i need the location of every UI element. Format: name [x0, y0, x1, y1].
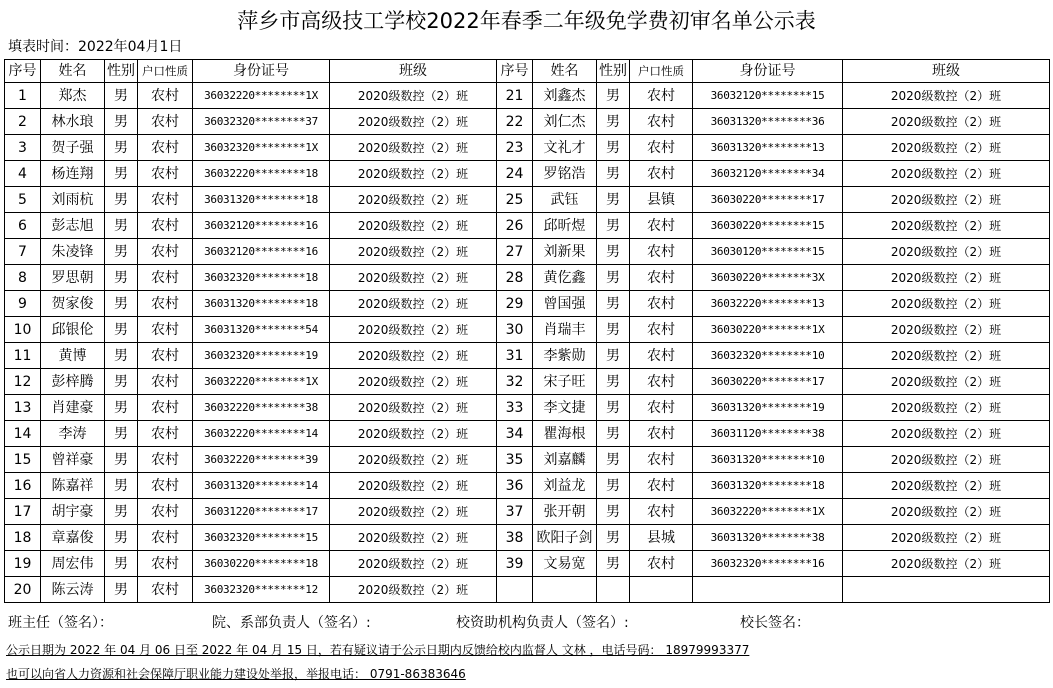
table-row	[5, 473, 1050, 499]
aid-office-signature: 校资助机构负责人（签名）:	[456, 615, 629, 631]
right-id-number-cell: 36031320********38	[693, 525, 843, 551]
left-seq-cell: 3	[5, 135, 41, 161]
header-id-number: 身份证号	[193, 60, 330, 83]
right-name-cell: 刘鑫杰	[533, 83, 597, 109]
right-seq-cell: 35	[497, 447, 533, 473]
left-class-cell: 2020级数控（2）班	[330, 421, 497, 447]
left-seq-cell: 16	[5, 473, 41, 499]
right-gender-cell: 男	[597, 525, 630, 551]
left-name-cell: 刘雨杭	[41, 187, 105, 213]
header-name: 姓名	[533, 60, 597, 83]
right-id-number-cell: 36031320********13	[693, 135, 843, 161]
left-name-cell: 贺家俊	[41, 291, 105, 317]
left-class-cell: 2020级数控（2）班	[330, 213, 497, 239]
right-id-number-cell: 36030220********3X	[693, 265, 843, 291]
left-gender-cell: 男	[105, 395, 138, 421]
left-class-cell: 2020级数控（2）班	[330, 239, 497, 265]
head-teacher-signature: 班主任（签名）：	[8, 615, 113, 631]
right-hukou-cell: 农村	[630, 161, 693, 187]
left-hukou-cell: 农村	[138, 83, 193, 109]
right-seq-cell: 36	[497, 473, 533, 499]
right-id-number-cell: 36030120********15	[693, 239, 843, 265]
right-id-number-cell: 36032120********15	[693, 83, 843, 109]
left-hukou-cell: 农村	[138, 135, 193, 161]
right-hukou-cell: 农村	[630, 239, 693, 265]
left-seq-cell: 12	[5, 369, 41, 395]
left-seq-cell: 19	[5, 551, 41, 577]
left-gender-cell: 男	[105, 447, 138, 473]
right-class-cell: 2020级数控（2）班	[843, 369, 1050, 395]
right-name-cell	[533, 577, 597, 603]
right-id-number-cell: 36032220********13	[693, 291, 843, 317]
left-id-number-cell: 36031320********18	[193, 187, 330, 213]
left-id-number-cell: 36032320********1X	[193, 135, 330, 161]
right-gender-cell: 男	[597, 343, 630, 369]
left-hukou-cell: 农村	[138, 187, 193, 213]
right-class-cell: 2020级数控（2）班	[843, 525, 1050, 551]
left-class-cell: 2020级数控（2）班	[330, 161, 497, 187]
right-hukou-cell: 县城	[630, 525, 693, 551]
right-class-cell: 2020级数控（2）班	[843, 187, 1050, 213]
table-row	[5, 551, 1050, 577]
left-class-cell: 2020级数控（2）班	[330, 369, 497, 395]
left-hukou-cell: 农村	[138, 551, 193, 577]
right-name-cell: 肖瑞丰	[533, 317, 597, 343]
left-name-cell: 李涛	[41, 421, 105, 447]
left-seq-cell: 13	[5, 395, 41, 421]
left-id-number-cell: 36032320********15	[193, 525, 330, 551]
left-seq-cell: 6	[5, 213, 41, 239]
right-gender-cell: 男	[597, 551, 630, 577]
left-name-cell: 章嘉俊	[41, 525, 105, 551]
left-hukou-cell: 农村	[138, 473, 193, 499]
right-name-cell: 刘嘉麟	[533, 447, 597, 473]
right-name-cell: 李紫勋	[533, 343, 597, 369]
left-gender-cell: 男	[105, 161, 138, 187]
left-gender-cell: 男	[105, 525, 138, 551]
table-row	[5, 447, 1050, 473]
right-id-number-cell	[693, 577, 843, 603]
right-seq-cell: 26	[497, 213, 533, 239]
right-hukou-cell	[630, 577, 693, 603]
right-class-cell: 2020级数控（2）班	[843, 161, 1050, 187]
right-id-number-cell: 36032220********1X	[693, 499, 843, 525]
left-id-number-cell: 36032120********16	[193, 213, 330, 239]
right-gender-cell: 男	[597, 499, 630, 525]
dept-head-signature: 院、系部负责人（签名）:	[212, 615, 371, 631]
left-gender-cell: 男	[105, 577, 138, 603]
left-seq-cell: 14	[5, 421, 41, 447]
table-row	[5, 291, 1050, 317]
left-hukou-cell: 农村	[138, 499, 193, 525]
right-id-number-cell: 36030220********17	[693, 187, 843, 213]
table-row	[5, 499, 1050, 525]
right-gender-cell: 男	[597, 109, 630, 135]
left-id-number-cell: 36032320********37	[193, 109, 330, 135]
table-row	[5, 317, 1050, 343]
right-gender-cell: 男	[597, 83, 630, 109]
left-class-cell: 2020级数控（2）班	[330, 135, 497, 161]
table-row	[5, 135, 1050, 161]
left-name-cell: 林水琅	[41, 109, 105, 135]
left-gender-cell: 男	[105, 369, 138, 395]
principal-signature: 校长签名：	[740, 615, 810, 631]
right-name-cell: 李文捷	[533, 395, 597, 421]
notice-line-1: 公示日期为 2022 年 04 月 06 日至 2022 年 04 月 15 日，若有疑议请于公示日期内反馈给校内监督人 文林 ，电话号码： 18979993377	[6, 643, 750, 657]
left-name-cell: 陈云涛	[41, 577, 105, 603]
right-class-cell: 2020级数控（2）班	[843, 447, 1050, 473]
left-gender-cell: 男	[105, 317, 138, 343]
right-gender-cell: 男	[597, 473, 630, 499]
right-id-number-cell: 36032120********34	[693, 161, 843, 187]
right-gender-cell: 男	[597, 395, 630, 421]
left-class-cell: 2020级数控（2）班	[330, 83, 497, 109]
right-hukou-cell: 农村	[630, 317, 693, 343]
table-row	[5, 369, 1050, 395]
right-seq-cell: 22	[497, 109, 533, 135]
left-id-number-cell: 36032120********16	[193, 239, 330, 265]
table-row	[5, 83, 1050, 109]
header-seq: 序号	[497, 60, 533, 83]
right-gender-cell: 男	[597, 291, 630, 317]
table-row	[5, 187, 1050, 213]
left-hukou-cell: 农村	[138, 109, 193, 135]
left-name-cell: 胡宇豪	[41, 499, 105, 525]
right-class-cell: 2020级数控（2）班	[843, 265, 1050, 291]
left-gender-cell: 男	[105, 135, 138, 161]
right-seq-cell: 28	[497, 265, 533, 291]
left-hukou-cell: 农村	[138, 395, 193, 421]
right-hukou-cell: 农村	[630, 213, 693, 239]
left-class-cell: 2020级数控（2）班	[330, 395, 497, 421]
left-class-cell: 2020级数控（2）班	[330, 291, 497, 317]
right-class-cell: 2020级数控（2）班	[843, 395, 1050, 421]
right-id-number-cell: 36030220********15	[693, 213, 843, 239]
right-hukou-cell: 农村	[630, 265, 693, 291]
left-gender-cell: 男	[105, 109, 138, 135]
left-name-cell: 彭梓腾	[41, 369, 105, 395]
left-gender-cell: 男	[105, 239, 138, 265]
header-hukou: 户口性质	[630, 60, 693, 83]
right-class-cell: 2020级数控（2）班	[843, 343, 1050, 369]
right-class-cell: 2020级数控（2）班	[843, 499, 1050, 525]
right-seq-cell: 27	[497, 239, 533, 265]
left-hukou-cell: 农村	[138, 161, 193, 187]
right-seq-cell: 33	[497, 395, 533, 421]
right-id-number-cell: 36030220********17	[693, 369, 843, 395]
left-class-cell: 2020级数控（2）班	[330, 317, 497, 343]
right-name-cell: 罗铭浩	[533, 161, 597, 187]
left-class-cell: 2020级数控（2）班	[330, 447, 497, 473]
left-id-number-cell: 36032220********38	[193, 395, 330, 421]
left-gender-cell: 男	[105, 421, 138, 447]
left-class-cell: 2020级数控（2）班	[330, 109, 497, 135]
right-class-cell: 2020级数控（2）班	[843, 213, 1050, 239]
left-name-cell: 邱银伦	[41, 317, 105, 343]
left-name-cell: 黄博	[41, 343, 105, 369]
left-gender-cell: 男	[105, 83, 138, 109]
table-row	[5, 239, 1050, 265]
right-gender-cell: 男	[597, 265, 630, 291]
header-name: 姓名	[41, 60, 105, 83]
left-hukou-cell: 农村	[138, 291, 193, 317]
left-class-cell: 2020级数控（2）班	[330, 551, 497, 577]
left-class-cell: 2020级数控（2）班	[330, 265, 497, 291]
right-id-number-cell: 36031120********38	[693, 421, 843, 447]
right-id-number-cell: 36032320********16	[693, 551, 843, 577]
right-class-cell: 2020级数控（2）班	[843, 317, 1050, 343]
right-seq-cell: 38	[497, 525, 533, 551]
left-seq-cell: 18	[5, 525, 41, 551]
left-hukou-cell: 农村	[138, 343, 193, 369]
left-id-number-cell: 36031320********14	[193, 473, 330, 499]
header-gender: 性别	[597, 60, 630, 83]
left-id-number-cell: 36032220********1X	[193, 83, 330, 109]
right-hukou-cell: 农村	[630, 83, 693, 109]
left-name-cell: 曾祥豪	[41, 447, 105, 473]
right-seq-cell: 31	[497, 343, 533, 369]
right-hukou-cell: 农村	[630, 421, 693, 447]
left-hukou-cell: 农村	[138, 369, 193, 395]
left-class-cell: 2020级数控（2）班	[330, 525, 497, 551]
left-name-cell: 罗思朝	[41, 265, 105, 291]
right-hukou-cell: 农村	[630, 447, 693, 473]
right-name-cell: 刘益龙	[533, 473, 597, 499]
left-class-cell: 2020级数控（2）班	[330, 187, 497, 213]
left-id-number-cell: 36031320********18	[193, 291, 330, 317]
left-id-number-cell: 36032220********14	[193, 421, 330, 447]
left-seq-cell: 20	[5, 577, 41, 603]
table-row	[5, 395, 1050, 421]
page-title: 萍乡市高级技工学校2022年春季二年级免学费初审名单公示表	[237, 9, 816, 33]
right-id-number-cell: 36031320********36	[693, 109, 843, 135]
right-seq-cell: 23	[497, 135, 533, 161]
left-gender-cell: 男	[105, 265, 138, 291]
table-row	[5, 265, 1050, 291]
right-gender-cell	[597, 577, 630, 603]
left-seq-cell: 2	[5, 109, 41, 135]
left-id-number-cell: 36030220********18	[193, 551, 330, 577]
left-seq-cell: 15	[5, 447, 41, 473]
left-hukou-cell: 农村	[138, 421, 193, 447]
left-name-cell: 杨连翔	[41, 161, 105, 187]
left-gender-cell: 男	[105, 551, 138, 577]
header-seq: 序号	[5, 60, 41, 83]
right-seq-cell: 29	[497, 291, 533, 317]
right-name-cell: 张开朝	[533, 499, 597, 525]
right-name-cell: 欧阳子剑	[533, 525, 597, 551]
left-class-cell: 2020级数控（2）班	[330, 343, 497, 369]
left-gender-cell: 男	[105, 473, 138, 499]
right-name-cell: 曾国强	[533, 291, 597, 317]
left-hukou-cell: 农村	[138, 577, 193, 603]
left-name-cell: 周宏伟	[41, 551, 105, 577]
right-seq-cell: 30	[497, 317, 533, 343]
left-id-number-cell: 36032320********18	[193, 265, 330, 291]
right-gender-cell: 男	[597, 369, 630, 395]
right-class-cell: 2020级数控（2）班	[843, 551, 1050, 577]
table-row	[5, 421, 1050, 447]
left-hukou-cell: 农村	[138, 239, 193, 265]
right-class-cell: 2020级数控（2）班	[843, 109, 1050, 135]
left-seq-cell: 1	[5, 83, 41, 109]
right-class-cell: 2020级数控（2）班	[843, 421, 1050, 447]
left-seq-cell: 10	[5, 317, 41, 343]
left-hukou-cell: 农村	[138, 317, 193, 343]
header-class: 班级	[843, 60, 1050, 83]
right-name-cell: 文礼才	[533, 135, 597, 161]
right-gender-cell: 男	[597, 421, 630, 447]
right-seq-cell: 25	[497, 187, 533, 213]
left-id-number-cell: 36032320********19	[193, 343, 330, 369]
left-seq-cell: 11	[5, 343, 41, 369]
table-row	[5, 577, 1050, 603]
left-id-number-cell: 36032220********1X	[193, 369, 330, 395]
right-name-cell: 邱昕煜	[533, 213, 597, 239]
left-seq-cell: 17	[5, 499, 41, 525]
left-id-number-cell: 36032220********39	[193, 447, 330, 473]
right-hukou-cell: 农村	[630, 395, 693, 421]
left-class-cell: 2020级数控（2）班	[330, 473, 497, 499]
right-id-number-cell: 36031320********19	[693, 395, 843, 421]
table-row	[5, 109, 1050, 135]
left-name-cell: 郑杰	[41, 83, 105, 109]
left-name-cell: 陈嘉祥	[41, 473, 105, 499]
table-row	[5, 343, 1050, 369]
right-id-number-cell: 36032320********10	[693, 343, 843, 369]
right-gender-cell: 男	[597, 447, 630, 473]
right-id-number-cell: 36031320********18	[693, 473, 843, 499]
left-gender-cell: 男	[105, 499, 138, 525]
right-gender-cell: 男	[597, 317, 630, 343]
left-seq-cell: 4	[5, 161, 41, 187]
left-hukou-cell: 农村	[138, 265, 193, 291]
left-gender-cell: 男	[105, 213, 138, 239]
left-class-cell: 2020级数控（2）班	[330, 577, 497, 603]
right-name-cell: 瞿海根	[533, 421, 597, 447]
left-gender-cell: 男	[105, 343, 138, 369]
left-name-cell: 贺子强	[41, 135, 105, 161]
header-hukou: 户口性质	[138, 60, 193, 83]
right-seq-cell	[497, 577, 533, 603]
left-name-cell: 肖建豪	[41, 395, 105, 421]
left-gender-cell: 男	[105, 291, 138, 317]
table-row	[5, 525, 1050, 551]
right-class-cell: 2020级数控（2）班	[843, 135, 1050, 161]
right-seq-cell: 21	[497, 83, 533, 109]
right-hukou-cell: 农村	[630, 343, 693, 369]
right-hukou-cell: 农村	[630, 369, 693, 395]
right-seq-cell: 37	[497, 499, 533, 525]
right-id-number-cell: 36030220********1X	[693, 317, 843, 343]
right-hukou-cell: 农村	[630, 499, 693, 525]
right-hukou-cell: 农村	[630, 135, 693, 161]
right-seq-cell: 39	[497, 551, 533, 577]
right-class-cell: 2020级数控（2）班	[843, 83, 1050, 109]
right-gender-cell: 男	[597, 239, 630, 265]
right-name-cell: 宋子旺	[533, 369, 597, 395]
table-header-row	[5, 60, 1050, 83]
right-class-cell	[843, 577, 1050, 603]
header-gender: 性别	[105, 60, 138, 83]
right-hukou-cell: 县镇	[630, 187, 693, 213]
right-gender-cell: 男	[597, 161, 630, 187]
right-seq-cell: 24	[497, 161, 533, 187]
roster-table	[4, 59, 1050, 603]
right-seq-cell: 34	[497, 421, 533, 447]
left-id-number-cell: 36031320********54	[193, 317, 330, 343]
left-seq-cell: 9	[5, 291, 41, 317]
right-hukou-cell: 农村	[630, 109, 693, 135]
right-name-cell: 文易宽	[533, 551, 597, 577]
left-seq-cell: 5	[5, 187, 41, 213]
right-hukou-cell: 农村	[630, 473, 693, 499]
left-id-number-cell: 36032320********12	[193, 577, 330, 603]
right-id-number-cell: 36031320********10	[693, 447, 843, 473]
header-id-number: 身份证号	[693, 60, 843, 83]
right-class-cell: 2020级数控（2）班	[843, 473, 1050, 499]
right-hukou-cell: 农村	[630, 551, 693, 577]
left-seq-cell: 7	[5, 239, 41, 265]
right-name-cell: 刘仁杰	[533, 109, 597, 135]
left-class-cell: 2020级数控（2）班	[330, 499, 497, 525]
left-id-number-cell: 36032220********18	[193, 161, 330, 187]
left-id-number-cell: 36031220********17	[193, 499, 330, 525]
header-class: 班级	[330, 60, 497, 83]
right-gender-cell: 男	[597, 135, 630, 161]
left-gender-cell: 男	[105, 187, 138, 213]
table-row	[5, 161, 1050, 187]
left-name-cell: 彭志旭	[41, 213, 105, 239]
left-name-cell: 朱凌锋	[41, 239, 105, 265]
right-hukou-cell: 农村	[630, 291, 693, 317]
left-hukou-cell: 农村	[138, 213, 193, 239]
right-seq-cell: 32	[497, 369, 533, 395]
right-class-cell: 2020级数控（2）班	[843, 291, 1050, 317]
right-name-cell: 黄仡鑫	[533, 265, 597, 291]
table-row	[5, 213, 1050, 239]
left-hukou-cell: 农村	[138, 447, 193, 473]
right-class-cell: 2020级数控（2）班	[843, 239, 1050, 265]
right-name-cell: 武钰	[533, 187, 597, 213]
left-hukou-cell: 农村	[138, 525, 193, 551]
fill-date: 填表时间：2022年04月1日	[8, 39, 183, 55]
right-gender-cell: 男	[597, 213, 630, 239]
left-seq-cell: 8	[5, 265, 41, 291]
notice-line-2: 也可以向省人力资源和社会保障厅职业能力建设处举报，举报电话： 0791-86383646	[6, 667, 466, 681]
right-name-cell: 刘新果	[533, 239, 597, 265]
right-gender-cell: 男	[597, 187, 630, 213]
